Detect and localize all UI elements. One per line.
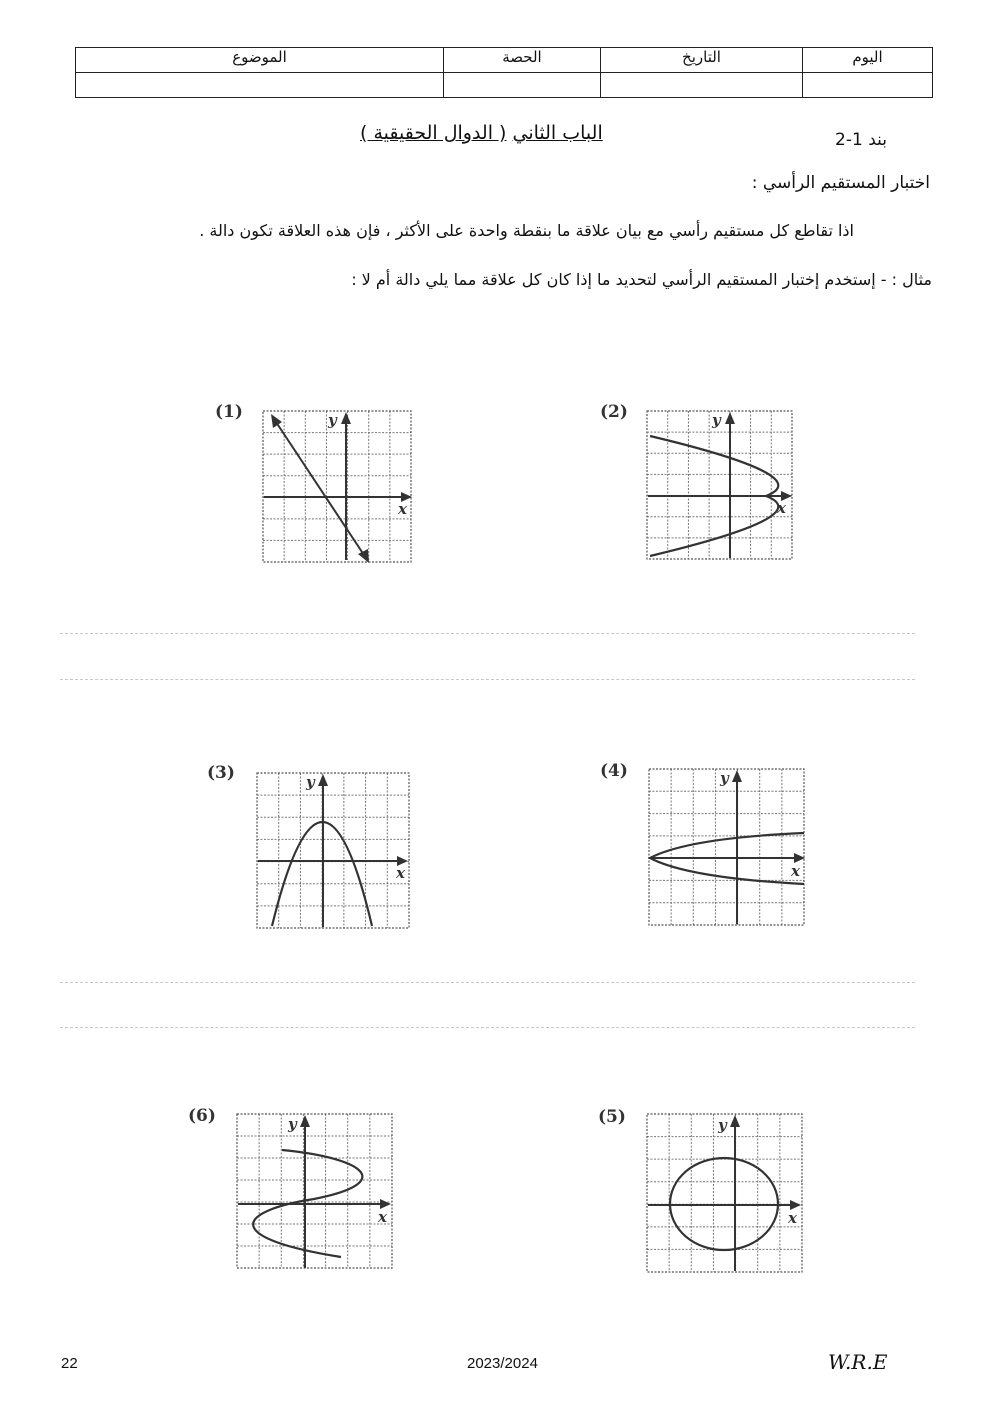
y-axis-label: y bbox=[720, 769, 729, 787]
header-table bbox=[75, 47, 933, 98]
graph-6 bbox=[236, 1113, 394, 1270]
answer-line[interactable] bbox=[60, 982, 915, 983]
header-day: اليوم bbox=[803, 48, 933, 73]
header-date: التاريخ bbox=[601, 48, 803, 73]
band-label: بند 1-2 bbox=[835, 130, 887, 150]
date-cell[interactable] bbox=[601, 73, 803, 98]
graph-4-label: (4) bbox=[600, 761, 628, 781]
y-axis-label: y bbox=[718, 1116, 727, 1134]
x-axis-label: x bbox=[777, 499, 786, 517]
graph-1-label: (1) bbox=[215, 402, 243, 422]
graph-2 bbox=[646, 410, 796, 562]
y-axis-label: y bbox=[288, 1115, 297, 1133]
header-period: الحصة bbox=[444, 48, 601, 73]
chapter-topic: ( الدوال الحقيقية ) bbox=[360, 122, 507, 144]
school-year: 2023/2024 bbox=[467, 1355, 538, 1372]
day-cell[interactable] bbox=[803, 73, 933, 98]
y-axis-label: y bbox=[306, 773, 315, 791]
signature: W.R.E bbox=[828, 1350, 888, 1374]
x-axis-label: x bbox=[378, 1208, 387, 1226]
rule-text: اذا تقاطع كل مستقيم رأسي مع بيان علاقة ما بنقطة واحدة على الأكثر ، فإن هذه العلاقة تكون دالة . bbox=[199, 221, 854, 240]
x-axis-label: x bbox=[788, 1209, 797, 1227]
header-subject: الموضوع bbox=[76, 48, 444, 73]
example-text: مثال : - إستخدم إختبار المستقيم الرأسي لتحديد ما إذا كان كل علاقة مما يلي دالة أم لا : bbox=[351, 270, 932, 289]
x-axis-label: x bbox=[396, 864, 405, 882]
x-axis-label: x bbox=[398, 500, 407, 518]
chapter-title: الباب الثاني bbox=[512, 122, 603, 144]
graph-5 bbox=[646, 1113, 804, 1274]
period-cell[interactable] bbox=[444, 73, 601, 98]
answer-line[interactable] bbox=[60, 679, 915, 680]
x-axis-label: x bbox=[791, 862, 800, 880]
section-title: اختبار المستقيم الرأسي : bbox=[751, 173, 930, 193]
answer-line[interactable] bbox=[60, 1027, 915, 1028]
graph-6-label: (6) bbox=[188, 1106, 216, 1126]
page-title bbox=[360, 122, 603, 144]
y-axis-label: y bbox=[328, 411, 337, 429]
page-number: 22 bbox=[61, 1355, 78, 1372]
graph-1 bbox=[262, 410, 414, 565]
graph-3-label: (3) bbox=[207, 763, 235, 783]
y-axis-label: y bbox=[712, 411, 721, 429]
graph-2-label: (2) bbox=[600, 402, 628, 422]
graph-5-label: (5) bbox=[598, 1107, 626, 1127]
answer-line[interactable] bbox=[60, 633, 915, 634]
graph-3 bbox=[256, 772, 412, 930]
subject-cell[interactable] bbox=[76, 73, 444, 98]
graph-4 bbox=[648, 768, 808, 928]
